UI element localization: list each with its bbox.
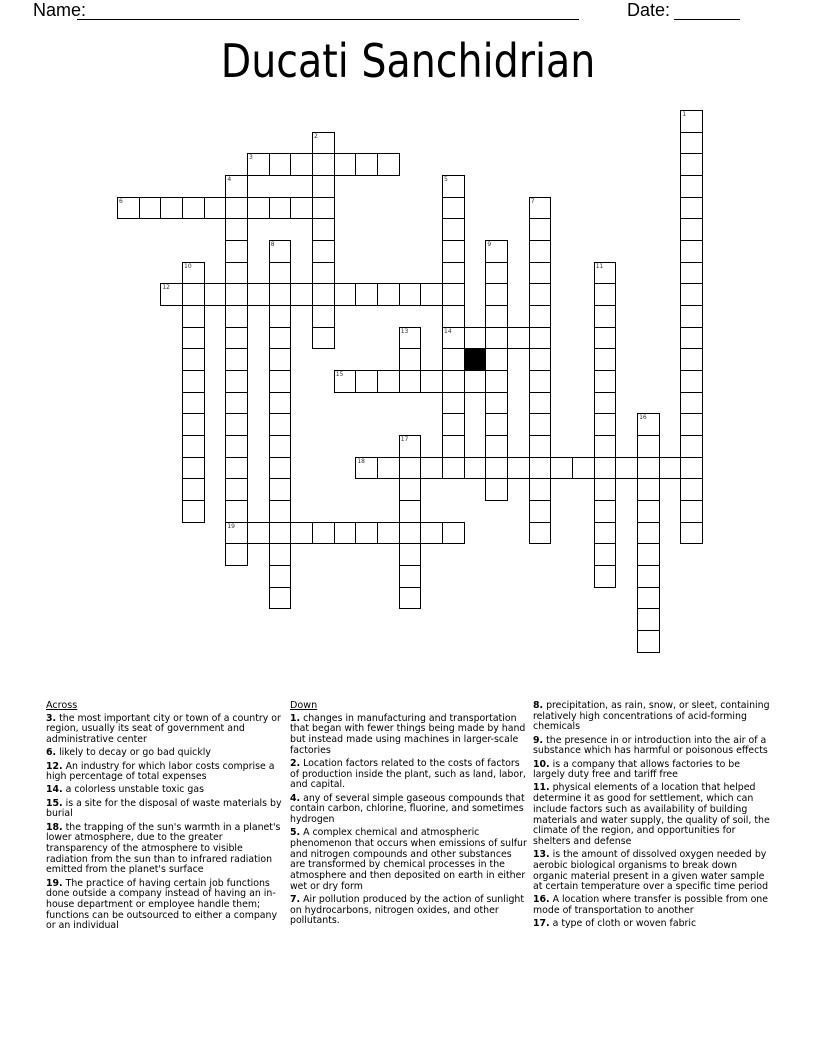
grid-cell[interactable] — [594, 327, 617, 350]
grid-cell[interactable] — [485, 392, 508, 415]
grid-cell[interactable] — [529, 392, 552, 415]
grid-cell[interactable] — [269, 348, 292, 371]
grid-cell[interactable] — [420, 370, 443, 393]
grid-cell[interactable] — [225, 240, 248, 263]
grid-cell[interactable] — [225, 262, 248, 285]
grid-cell[interactable] — [225, 305, 248, 328]
clue-item — [533, 736, 773, 757]
grid-cell[interactable] — [225, 478, 248, 501]
grid-cell[interactable] — [680, 370, 703, 393]
grid-cell[interactable] — [225, 543, 248, 566]
grid-cell[interactable] — [529, 500, 552, 523]
clue-number: 13. — [533, 849, 550, 861]
grid-cell[interactable] — [225, 413, 248, 436]
clue-item — [533, 701, 773, 733]
grid-cell[interactable] — [680, 197, 703, 220]
grid-cell[interactable] — [420, 283, 443, 306]
grid-cell[interactable] — [485, 283, 508, 306]
cell-number: 1 — [682, 111, 687, 118]
clue-text: a type of cloth or woven fabric — [552, 918, 697, 930]
grid-cell[interactable] — [225, 522, 248, 545]
grid-cell[interactable] — [312, 262, 335, 285]
grid-cell[interactable] — [312, 197, 335, 220]
grid-cell[interactable] — [269, 413, 292, 436]
clue-item — [46, 785, 282, 796]
clue-text: a colorless unstable toxic gas — [65, 784, 205, 796]
grid-cell[interactable] — [680, 478, 703, 501]
down-heading: Down — [290, 700, 318, 711]
clue-text: the presence in or introduction into the air of a substance which has harmful or poisonous effects — [533, 734, 768, 757]
clue-text: A location where transfer is possible from one mode of transportation to another — [533, 894, 769, 917]
grid-cell[interactable] — [442, 175, 465, 198]
grid-cell[interactable] — [529, 327, 552, 350]
grid-cell[interactable] — [442, 283, 465, 306]
grid-cell[interactable] — [485, 370, 508, 393]
grid-cell[interactable] — [637, 522, 660, 545]
grid-cell[interactable] — [269, 543, 292, 566]
grid-cell[interactable] — [637, 608, 660, 631]
grid-cell[interactable] — [680, 413, 703, 436]
grid-cell[interactable] — [485, 435, 508, 458]
grid-cell[interactable] — [637, 543, 660, 566]
grid-cell[interactable] — [269, 305, 292, 328]
grid-cell[interactable] — [182, 305, 205, 328]
grid-cell[interactable] — [529, 413, 552, 436]
cell-number: 10 — [184, 262, 192, 270]
clue-number: 2. — [290, 758, 301, 770]
grid-cell[interactable] — [269, 565, 292, 588]
grid-cell[interactable] — [485, 240, 508, 263]
grid-cell[interactable] — [312, 153, 335, 176]
grid-cell[interactable] — [312, 132, 335, 155]
clue-text: The practice of having certain job functions done outside a company instead of having an in-house department or employee handle them; functions can be outsourced to either a company or an individual — [46, 877, 278, 932]
grid-cell[interactable] — [204, 197, 227, 220]
grid-cell[interactable] — [485, 413, 508, 436]
clue-item — [46, 748, 282, 759]
grid-cell[interactable] — [355, 283, 378, 306]
grid-cell[interactable] — [269, 392, 292, 415]
grid-cell[interactable] — [399, 478, 422, 501]
grid-cell[interactable] — [290, 153, 313, 176]
clue-number: 14. — [46, 784, 63, 796]
grid-cell[interactable] — [637, 478, 660, 501]
grid-cell[interactable] — [594, 305, 617, 328]
cell-number: 19 — [227, 522, 235, 530]
grid-cell[interactable] — [225, 283, 248, 306]
grid-cell[interactable] — [312, 283, 335, 306]
clue-text: likely to decay or go bad quickly — [59, 747, 211, 759]
grid-cell[interactable] — [680, 283, 703, 306]
grid-cell[interactable] — [680, 522, 703, 545]
grid-cell[interactable] — [485, 327, 508, 350]
grid-cell[interactable] — [680, 348, 703, 371]
grid-cell[interactable] — [225, 348, 248, 371]
grid-cell[interactable] — [290, 283, 313, 306]
grid-cell[interactable] — [269, 370, 292, 393]
grid-cell[interactable] — [442, 392, 465, 415]
grid-cell[interactable] — [377, 522, 400, 545]
grid-cell[interactable] — [485, 478, 508, 501]
clue-text: physical elements of a location that helped determine it as good for settlement, which can include factors such as availability of building materials and water supply, the quality of soil, the climate of the region, and opportunities for shelters and defense — [533, 782, 770, 847]
grid-cell[interactable] — [399, 370, 422, 393]
grid-cell[interactable] — [594, 348, 617, 371]
grid-cell[interactable] — [312, 218, 335, 241]
grid-cell[interactable] — [659, 457, 682, 480]
grid-cell[interactable] — [399, 457, 422, 480]
grid-cell[interactable] — [637, 587, 660, 610]
grid-cell[interactable] — [269, 240, 292, 263]
grid-cell[interactable] — [225, 435, 248, 458]
grid-cell[interactable] — [399, 543, 422, 566]
grid-cell[interactable] — [225, 218, 248, 241]
grid-cell[interactable] — [182, 327, 205, 350]
grid-cell[interactable] — [377, 153, 400, 176]
grid-cell[interactable] — [269, 153, 292, 176]
grid-cell[interactable] — [225, 392, 248, 415]
grid-cell[interactable] — [420, 522, 443, 545]
grid-cell[interactable] — [529, 370, 552, 393]
grid-cell[interactable] — [680, 153, 703, 176]
clue-text: An industry for which labor costs comprise a high percentage of total expenses — [46, 760, 275, 783]
clue-text: precipitation, as rain, snow, or sleet, containing relatively high concentrations of acid-forming chemicals — [533, 700, 770, 733]
grid-cell[interactable] — [182, 457, 205, 480]
grid-cell[interactable] — [247, 522, 270, 545]
clue-text: the most important city or town of a country or region, usually its seat of government and administrative center — [46, 712, 281, 746]
grid-cell[interactable] — [464, 327, 487, 350]
grid-cell[interactable] — [507, 457, 530, 480]
clue-number: 3. — [46, 712, 57, 724]
grid-cell[interactable] — [464, 457, 487, 480]
clue-number: 4. — [290, 792, 301, 804]
grid-cell[interactable] — [160, 283, 183, 306]
grid-cell[interactable] — [550, 457, 573, 480]
black-cell — [464, 348, 487, 371]
grid-cell[interactable] — [507, 327, 530, 350]
cell-number: 4 — [227, 176, 232, 183]
grid-cell[interactable] — [247, 197, 270, 220]
clue-text: Air pollution produced by the action of sunlight on hydrocarbons, nitrogen oxides, and other pollutants. — [290, 893, 525, 927]
grid-cell[interactable] — [355, 522, 378, 545]
puzzle-title: Ducati Sanchidrian — [220, 34, 596, 88]
grid-cell[interactable] — [225, 500, 248, 523]
grid-cell[interactable] — [594, 500, 617, 523]
grid-cell[interactable] — [442, 457, 465, 480]
grid-cell[interactable] — [269, 457, 292, 480]
grid-cell[interactable] — [680, 110, 703, 133]
grid-cell[interactable] — [334, 522, 357, 545]
clue-text: is the amount of dissolved oxygen needed by aerobic biological organisms to break down organic material present in a given water sample at certain temperature over a specific time period — [533, 849, 769, 893]
grid-cell[interactable] — [269, 327, 292, 350]
clue-text: is a company that allows factories to be largely duty free and tariff free — [533, 758, 741, 781]
cell-number: 2 — [314, 132, 318, 140]
grid-cell[interactable] — [529, 305, 552, 328]
cell-number: 6 — [119, 197, 123, 205]
clue-item — [46, 762, 282, 783]
grid-cell[interactable] — [594, 435, 617, 458]
grid-cell[interactable] — [269, 522, 292, 545]
grid-cell[interactable] — [225, 175, 248, 198]
grid-cell[interactable] — [269, 587, 292, 610]
grid-cell[interactable] — [334, 153, 357, 176]
grid-cell[interactable] — [594, 543, 617, 566]
clue-number: 18. — [46, 821, 63, 833]
grid-cell[interactable] — [529, 435, 552, 458]
cell-number: 13 — [400, 327, 409, 335]
grid-cell[interactable] — [160, 197, 183, 220]
clue-number: 12. — [46, 760, 63, 772]
grid-cell[interactable] — [399, 435, 422, 458]
grid-cell[interactable] — [182, 348, 205, 371]
grid-cell[interactable] — [680, 457, 703, 480]
grid-cell[interactable] — [355, 370, 378, 393]
clue-item — [290, 759, 528, 791]
grid-cell[interactable] — [637, 413, 660, 436]
name-label: Name: — [33, 0, 87, 20]
grid-cell[interactable] — [637, 565, 660, 588]
grid-cell[interactable] — [290, 197, 313, 220]
grid-cell[interactable] — [420, 457, 443, 480]
grid-cell[interactable] — [312, 175, 335, 198]
clue-number: 6. — [46, 747, 57, 759]
grid-cell[interactable] — [399, 500, 422, 523]
grid-cell[interactable] — [225, 370, 248, 393]
clue-text: Location factors related to the costs of factors of production inside the plant, such as land, labor, and capital. — [290, 758, 526, 791]
down-clues — [290, 701, 528, 930]
grid-cell[interactable] — [269, 283, 292, 306]
grid-cell[interactable] — [269, 500, 292, 523]
clue-item — [290, 895, 528, 927]
grid-cell[interactable] — [225, 457, 248, 480]
grid-cell[interactable] — [269, 262, 292, 285]
grid-cell[interactable] — [485, 262, 508, 285]
grid-cell[interactable] — [594, 392, 617, 415]
grid-cell[interactable] — [442, 218, 465, 241]
across-heading: Across — [46, 700, 78, 711]
grid-cell[interactable] — [247, 283, 270, 306]
grid-cell[interactable] — [334, 370, 357, 393]
grid-cell[interactable] — [637, 630, 660, 653]
grid-cell[interactable] — [594, 413, 617, 436]
down-clues-continued — [533, 701, 773, 933]
grid-cell[interactable] — [442, 197, 465, 220]
grid-cell[interactable] — [204, 283, 227, 306]
grid-cell[interactable] — [464, 370, 487, 393]
clue-text: is a site for the disposal of waste materials by burial — [46, 797, 282, 820]
clue-number: 9. — [533, 734, 544, 746]
grid-cell[interactable] — [269, 197, 292, 220]
grid-cell[interactable] — [442, 522, 465, 545]
clue-item — [46, 799, 282, 820]
grid-cell[interactable] — [182, 262, 205, 285]
grid-cell[interactable] — [312, 327, 335, 350]
cell-number: 11 — [595, 262, 604, 270]
clue-item — [533, 760, 773, 781]
cell-number: 17 — [400, 436, 409, 444]
grid-cell[interactable] — [182, 392, 205, 415]
grid-cell[interactable] — [355, 457, 378, 480]
grid-cell[interactable] — [399, 327, 422, 350]
clue-item — [46, 714, 282, 746]
grid-cell[interactable] — [442, 348, 465, 371]
clue-text: A complex chemical and atmospheric phenomenon that occurs when emissions of sulfur and nitrogen compounds and other substances are transformed by chemical processes in the atmosphere and then deposited on earth in either wet or dry form — [290, 827, 527, 892]
grid-cell[interactable] — [485, 348, 508, 371]
clue-number: 19. — [46, 877, 63, 889]
grid-cell[interactable] — [312, 522, 335, 545]
cell-number: 16 — [639, 414, 647, 422]
grid-cell[interactable] — [225, 327, 248, 350]
clue-item — [533, 783, 773, 847]
grid-cell[interactable] — [225, 197, 248, 220]
grid-cell[interactable] — [529, 283, 552, 306]
clue-number: 5. — [290, 827, 301, 839]
clue-item — [533, 850, 773, 893]
grid-cell[interactable] — [442, 240, 465, 263]
grid-cell[interactable] — [680, 175, 703, 198]
cell-number: 15 — [335, 371, 344, 379]
grid-cell[interactable] — [529, 478, 552, 501]
clue-text: the trapping of the sun's warmth in a planet's lower atmosphere, due to the greater transparency of the atmosphere to visible radiation from the sun than to infrared radiation emitted from the planet's surface — [46, 821, 281, 876]
grid-cell[interactable] — [355, 153, 378, 176]
grid-cell[interactable] — [377, 283, 400, 306]
grid-cell[interactable] — [182, 413, 205, 436]
grid-cell[interactable] — [594, 262, 617, 285]
grid-cell[interactable] — [680, 392, 703, 415]
grid-cell[interactable] — [680, 305, 703, 328]
grid-cell[interactable] — [269, 478, 292, 501]
clue-item — [533, 895, 773, 916]
grid-cell[interactable] — [572, 457, 595, 480]
grid-cell[interactable] — [269, 435, 292, 458]
grid-cell[interactable] — [442, 327, 465, 350]
clue-item — [533, 919, 773, 930]
grid-cell[interactable] — [637, 500, 660, 523]
cell-number: 5 — [444, 176, 448, 183]
grid-cell[interactable] — [680, 327, 703, 350]
grid-cell[interactable] — [529, 197, 552, 220]
grid-cell[interactable] — [399, 522, 422, 545]
clue-number: 1. — [290, 712, 301, 724]
grid-cell[interactable] — [442, 262, 465, 285]
cell-number: 12 — [162, 284, 170, 292]
clue-item — [290, 714, 528, 757]
grid-cell[interactable] — [529, 240, 552, 263]
clue-number: 10. — [533, 758, 550, 770]
grid-cell[interactable] — [615, 457, 638, 480]
grid-cell[interactable] — [182, 283, 205, 306]
grid-cell[interactable] — [399, 283, 422, 306]
grid-cell[interactable] — [399, 348, 422, 371]
grid-cell[interactable] — [312, 305, 335, 328]
grid-cell[interactable] — [637, 435, 660, 458]
grid-cell[interactable] — [399, 587, 422, 610]
grid-cell[interactable] — [680, 218, 703, 241]
grid-cell[interactable] — [182, 500, 205, 523]
clue-item — [46, 823, 282, 877]
clue-number: 16. — [533, 894, 550, 906]
date-field[interactable] — [674, 0, 740, 20]
grid-cell[interactable] — [377, 370, 400, 393]
grid-cell[interactable] — [312, 240, 335, 263]
clue-number: 15. — [46, 797, 63, 809]
grid-cell[interactable] — [485, 457, 508, 480]
grid-cell[interactable] — [247, 153, 270, 176]
date-label: Date: — [627, 0, 671, 20]
grid-cell[interactable] — [680, 240, 703, 263]
grid-cell[interactable] — [594, 457, 617, 480]
cell-number: 9 — [487, 241, 492, 249]
grid-cell[interactable] — [485, 305, 508, 328]
clue-text: any of several simple gaseous compounds that contain carbon, chlorine, fluorine, and sometimes hydrogen — [290, 792, 525, 826]
grid-cell[interactable] — [680, 262, 703, 285]
grid-cell[interactable] — [290, 522, 313, 545]
grid-cell[interactable] — [442, 370, 465, 393]
grid-cell[interactable] — [594, 370, 617, 393]
grid-cell[interactable] — [139, 197, 162, 220]
grid-cell[interactable] — [442, 413, 465, 436]
grid-cell[interactable] — [182, 370, 205, 393]
clue-item — [46, 879, 282, 933]
grid-cell[interactable] — [594, 565, 617, 588]
grid-cell[interactable] — [377, 457, 400, 480]
cell-number: 18 — [357, 457, 365, 465]
grid-cell[interactable] — [594, 522, 617, 545]
clue-number: 17. — [533, 918, 550, 930]
cell-number: 14 — [444, 327, 452, 335]
grid-cell[interactable] — [182, 435, 205, 458]
clue-number: 8. — [533, 700, 544, 711]
cell-number: 7 — [530, 197, 535, 205]
clue-item — [290, 794, 528, 826]
cell-number: 8 — [270, 241, 275, 249]
grid-cell[interactable] — [334, 283, 357, 306]
grid-cell[interactable] — [680, 132, 703, 155]
grid-cell[interactable] — [529, 218, 552, 241]
clue-text: changes in manufacturing and transportation that began with fewer things being made by hand but instead made using machines in larger-scale factories — [290, 712, 526, 756]
grid-cell[interactable] — [442, 435, 465, 458]
clue-number: 7. — [290, 893, 301, 905]
grid-cell[interactable] — [680, 435, 703, 458]
grid-cell[interactable] — [529, 262, 552, 285]
grid-cell[interactable] — [442, 305, 465, 328]
cell-number: 3 — [249, 154, 253, 162]
grid-cell[interactable] — [182, 478, 205, 501]
across-clues — [46, 701, 282, 935]
clue-number: 11. — [533, 782, 550, 794]
grid-cell[interactable] — [399, 565, 422, 588]
clue-item — [290, 828, 528, 892]
grid-cell[interactable] — [117, 197, 140, 220]
grid-cell[interactable] — [594, 478, 617, 501]
name-field[interactable] — [77, 0, 579, 20]
grid-cell[interactable] — [529, 522, 552, 545]
grid-cell[interactable] — [680, 500, 703, 523]
grid-cell[interactable] — [594, 283, 617, 306]
grid-cell[interactable] — [529, 457, 552, 480]
grid-cell[interactable] — [529, 348, 552, 371]
grid-cell[interactable] — [182, 197, 205, 220]
grid-cell[interactable] — [637, 457, 660, 480]
